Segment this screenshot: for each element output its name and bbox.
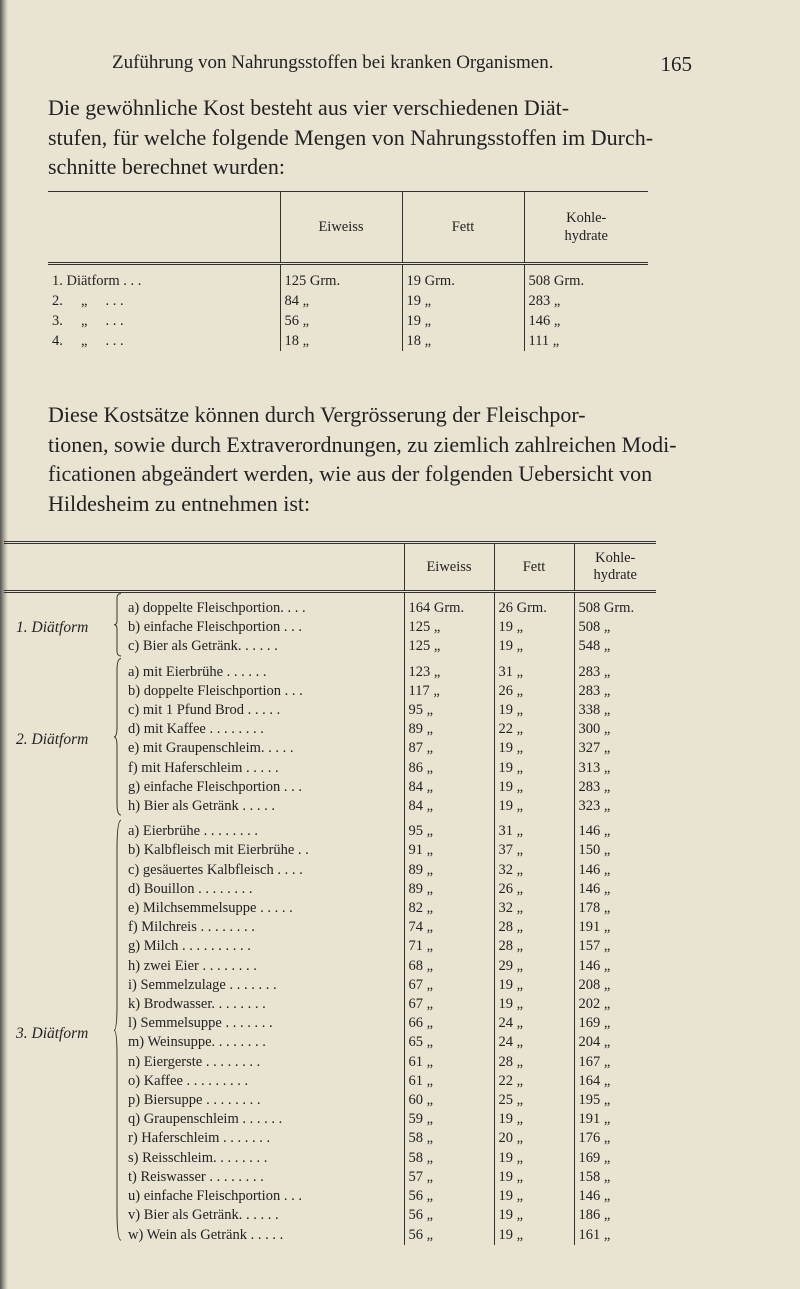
- paragraph-line: ficationen abgeändert werden, wie aus der folgenden Uebersicht von: [48, 461, 653, 486]
- cell-eiweiss: 125 Grm.: [280, 264, 402, 292]
- item-label: o) Kaffee . . . . . . . . .: [128, 1072, 249, 1089]
- item-label: h) zwei Eier . . . . . . . .: [128, 957, 257, 974]
- row-label: 4. „ . . .: [52, 332, 124, 349]
- cell-kohlehydrate: 161 „: [574, 1226, 656, 1245]
- item-label: d) Bouillon . . . . . . . .: [128, 880, 253, 897]
- cell-eiweiss: 56 „: [404, 1206, 494, 1225]
- running-head: Zuführung von Nahrungsstoffen bei kranken Organismen.: [112, 52, 554, 73]
- cell-eiweiss: 61 „: [404, 1072, 494, 1091]
- paragraph-line: schnitte berechnet wurden:: [48, 154, 286, 179]
- row-label: 3. „ . . .: [52, 312, 124, 329]
- cell-fett: 18 „: [402, 331, 524, 351]
- header-kohlehydrate: Kohle- hydrate: [574, 543, 656, 592]
- cell-eiweiss: 68 „: [404, 957, 494, 976]
- cell-eiweiss: 56 „: [280, 311, 402, 331]
- cell-eiweiss: 91 „: [404, 841, 494, 860]
- row-label: 1. Diätform . . .: [52, 272, 142, 289]
- item-label: l) Semmelsuppe . . . . . . .: [128, 1015, 273, 1032]
- intro-paragraph: [48, 93, 654, 182]
- cell-eiweiss: 74 „: [404, 918, 494, 937]
- row-label: 2. „ . . .: [52, 292, 124, 309]
- cell-kohlehydrate: 169 „: [574, 1149, 656, 1168]
- header-cell-empty: [48, 192, 280, 264]
- item-label: a) doppelte Fleischportion. . . .: [128, 600, 306, 616]
- cell-eiweiss: 125 „: [404, 618, 494, 637]
- item-label: h) Bier als Getränk . . . . .: [128, 798, 275, 815]
- cell-fett: 28 „: [494, 1053, 574, 1072]
- table-row: [48, 311, 648, 331]
- header-cell-empty: [4, 543, 124, 592]
- item-label: c) gesäuertes Kalbfleisch . . . .: [128, 861, 303, 878]
- cell-eiweiss: 164 Grm.: [404, 592, 494, 619]
- item-label: k) Brodwasser. . . . . . . .: [128, 996, 266, 1013]
- cell-fett: 31 „: [494, 657, 574, 682]
- item-label: v) Bier als Getränk. . . . . .: [128, 1207, 279, 1224]
- cell-kohlehydrate: 508 „: [574, 618, 656, 637]
- cell-eiweiss: 58 „: [404, 1129, 494, 1148]
- cell-kohlehydrate: 158 „: [574, 1168, 656, 1187]
- cell-kohlehydrate: 202 „: [574, 995, 656, 1014]
- cell-eiweiss: 65 „: [404, 1033, 494, 1052]
- brace-icon: [114, 816, 122, 1244]
- cell-fett: 19 Grm.: [402, 264, 524, 292]
- cell-eiweiss: 58 „: [404, 1149, 494, 1168]
- cell-fett: 19 „: [494, 637, 574, 656]
- item-label: t) Reiswasser . . . . . . . .: [128, 1168, 264, 1185]
- cell-kohlehydrate: 283 „: [574, 657, 656, 682]
- cell-kohlehydrate: 300 „: [574, 720, 656, 739]
- table-row: [48, 264, 648, 292]
- cell-kohlehydrate: 508 Grm.: [574, 592, 656, 619]
- header-kohlehydrate: Kohle- hydrate: [524, 192, 648, 264]
- cell-kohlehydrate: 164 „: [574, 1072, 656, 1091]
- cell-eiweiss: 89 „: [404, 720, 494, 739]
- diet-group-name: 1. Diätform: [16, 619, 89, 637]
- cell-fett: 19 „: [402, 291, 524, 311]
- cell-kohlehydrate: 283 „: [574, 682, 656, 701]
- cell-eiweiss: 57 „: [404, 1168, 494, 1187]
- cell-kohlehydrate: 146 „: [574, 816, 656, 841]
- cell-fett: 31 „: [494, 816, 574, 841]
- cell-eiweiss: 56 „: [404, 1187, 494, 1206]
- item-label: u) einfache Fleischportion . . .: [128, 1188, 302, 1205]
- cell-eiweiss: 95 „: [404, 816, 494, 841]
- cell-kohlehydrate: 208 „: [574, 976, 656, 995]
- cell-fett: 24 „: [494, 1014, 574, 1033]
- diet-group-name: 2. Diätform: [16, 730, 89, 748]
- cell-kohlehydrate: 186 „: [574, 1206, 656, 1225]
- diet-group-label: [4, 592, 124, 657]
- item-label: n) Eiergerste . . . . . . . .: [128, 1053, 261, 1070]
- cell-fett: 26 „: [494, 880, 574, 899]
- item-label: g) Milch . . . . . . . . . .: [128, 938, 251, 955]
- cell-fett: 22 „: [494, 720, 574, 739]
- table-row: [4, 816, 656, 841]
- cell-eiweiss: 84 „: [404, 797, 494, 816]
- cell-eiweiss: 117 „: [404, 682, 494, 701]
- cell-kohlehydrate: 283 „: [574, 778, 656, 797]
- header-cell-empty: [124, 543, 404, 592]
- cell-fett: 29 „: [494, 957, 574, 976]
- cell-eiweiss: 86 „: [404, 759, 494, 778]
- diet-modifications-table: [4, 541, 656, 1245]
- brace-icon: [114, 593, 122, 657]
- paragraph-line: tionen, sowie durch Extraverordnungen, zu ziemlich zahlreichen Modi-: [48, 431, 677, 457]
- item-label: e) Milchsemmelsuppe . . . . .: [128, 900, 293, 917]
- cell-kohlehydrate: 548 „: [574, 637, 656, 656]
- cell-kohlehydrate: 327 „: [574, 739, 656, 758]
- cell-fett: 24 „: [494, 1033, 574, 1052]
- cell-kohlehydrate: 176 „: [574, 1129, 656, 1148]
- item-label: c) mit 1 Pfund Brod . . . . .: [128, 702, 281, 719]
- cell-kohlehydrate: 157 „: [574, 937, 656, 956]
- item-label: b) doppelte Fleischportion . . .: [128, 682, 303, 699]
- cell-fett: 19 „: [494, 797, 574, 816]
- cell-eiweiss: 87 „: [404, 739, 494, 758]
- cell-fett: 22 „: [494, 1072, 574, 1091]
- item-label: i) Semmelzulage . . . . . . .: [128, 976, 277, 993]
- cell-fett: 19 „: [494, 618, 574, 637]
- table-row: [48, 291, 648, 311]
- cell-fett: 19 „: [494, 1110, 574, 1129]
- paragraph-line: stufen, für welche folgende Mengen von Nahrungsstoffen im Durch-: [48, 124, 654, 150]
- cell-eiweiss: 67 „: [404, 976, 494, 995]
- cell-fett: 37 „: [494, 841, 574, 860]
- cell-eiweiss: 61 „: [404, 1053, 494, 1072]
- table-row: [4, 657, 656, 682]
- cell-fett: 19 „: [494, 1149, 574, 1168]
- cell-fett: 19 „: [494, 1187, 574, 1206]
- cell-kohlehydrate: 146 „: [574, 957, 656, 976]
- cell-kohlehydrate: 111 „: [524, 331, 648, 351]
- cell-eiweiss: 89 „: [404, 861, 494, 880]
- item-label: f) Milchreis . . . . . . . .: [128, 919, 255, 936]
- cell-kohlehydrate: 283 „: [524, 291, 648, 311]
- cell-kohlehydrate: 167 „: [574, 1053, 656, 1072]
- table-header-row: [48, 192, 648, 264]
- item-label: s) Reisschleim. . . . . . . .: [128, 1149, 268, 1166]
- item-label: b) einfache Fleischportion . . .: [128, 619, 302, 636]
- cell-kohlehydrate: 313 „: [574, 759, 656, 778]
- cell-kohlehydrate: 508 Grm.: [524, 264, 648, 292]
- item-label: r) Haferschleim . . . . . . .: [128, 1130, 271, 1147]
- table-header-row: [4, 543, 656, 592]
- cell-fett: 19 „: [494, 976, 574, 995]
- cell-fett: 19 „: [494, 1226, 574, 1245]
- table-row: [48, 331, 648, 351]
- paragraph-line: Die gewöhnliche Kost besteht aus vier verschiedenen Diät-: [48, 95, 570, 120]
- item-label: e) mit Graupenschleim. . . . .: [128, 740, 294, 757]
- item-label: q) Graupenschleim . . . . . .: [128, 1111, 283, 1128]
- cell-fett: 20 „: [494, 1129, 574, 1148]
- cell-fett: 32 „: [494, 861, 574, 880]
- item-label: f) mit Haferschleim . . . . .: [128, 759, 279, 776]
- page-number: 165: [660, 52, 692, 76]
- cell-eiweiss: 95 „: [404, 701, 494, 720]
- item-label: a) mit Eierbrühe . . . . . .: [128, 663, 267, 680]
- cell-fett: 19 „: [494, 759, 574, 778]
- header-fett: Fett: [494, 543, 574, 592]
- cell-fett: 19 „: [494, 995, 574, 1014]
- item-label: m) Weinsuppe. . . . . . . .: [128, 1034, 266, 1051]
- diet-levels-table: [48, 191, 648, 351]
- cell-eiweiss: 60 „: [404, 1091, 494, 1110]
- cell-kohlehydrate: 323 „: [574, 797, 656, 816]
- item-label: b) Kalbfleisch mit Eierbrühe . .: [128, 842, 309, 859]
- cell-eiweiss: 56 „: [404, 1226, 494, 1245]
- cell-kohlehydrate: 146 „: [574, 861, 656, 880]
- cell-fett: 19 „: [494, 778, 574, 797]
- cell-kohlehydrate: 191 „: [574, 1110, 656, 1129]
- cell-kohlehydrate: 150 „: [574, 841, 656, 860]
- header-fett: Fett: [402, 192, 524, 264]
- cell-fett: 19 „: [494, 1206, 574, 1225]
- cell-fett: 19 „: [494, 1168, 574, 1187]
- page-header: [112, 52, 692, 82]
- cell-eiweiss: 59 „: [404, 1110, 494, 1129]
- paragraph-line: Diese Kostsätze können durch Vergrösserung der Fleischpor-: [48, 402, 586, 427]
- cell-eiweiss: 123 „: [404, 657, 494, 682]
- cell-eiweiss: 89 „: [404, 880, 494, 899]
- diet-group-label: [4, 657, 124, 817]
- cell-kohlehydrate: 169 „: [574, 1014, 656, 1033]
- table-row: [4, 592, 656, 619]
- header-eiweiss: Eiweiss: [404, 543, 494, 592]
- diet-group-label: [4, 816, 124, 1244]
- cell-kohlehydrate: 338 „: [574, 701, 656, 720]
- paragraph-line: Hildesheim zu entnehmen ist:: [48, 490, 311, 516]
- cell-fett: 26 Grm.: [494, 592, 574, 619]
- cell-fett: 28 „: [494, 937, 574, 956]
- cell-fett: 19 „: [494, 739, 574, 758]
- cell-eiweiss: 71 „: [404, 937, 494, 956]
- cell-fett: 19 „: [494, 701, 574, 720]
- brace-icon: [114, 657, 122, 817]
- cell-kohlehydrate: 204 „: [574, 1033, 656, 1052]
- item-label: d) mit Kaffee . . . . . . . .: [128, 721, 264, 738]
- cell-kohlehydrate: 146 „: [574, 880, 656, 899]
- cell-kohlehydrate: 191 „: [574, 918, 656, 937]
- item-label: g) einfache Fleischportion . . .: [128, 778, 302, 795]
- item-label: p) Biersuppe . . . . . . . .: [128, 1092, 261, 1109]
- cell-kohlehydrate: 146 „: [574, 1187, 656, 1206]
- cell-kohlehydrate: 178 „: [574, 899, 656, 918]
- cell-fett: 25 „: [494, 1091, 574, 1110]
- cell-fett: 28 „: [494, 918, 574, 937]
- item-label: w) Wein als Getränk . . . . .: [128, 1226, 284, 1243]
- cell-kohlehydrate: 195 „: [574, 1091, 656, 1110]
- cell-eiweiss: 84 „: [404, 778, 494, 797]
- cell-eiweiss: 125 „: [404, 637, 494, 656]
- cell-kohlehydrate: 146 „: [524, 311, 648, 331]
- cell-eiweiss: 67 „: [404, 995, 494, 1014]
- item-label: c) Bier als Getränk. . . . . .: [128, 638, 278, 655]
- cell-eiweiss: 18 „: [280, 331, 402, 351]
- diet-group-name: 3. Diätform: [16, 1024, 89, 1042]
- item-label: a) Eierbrühe . . . . . . . .: [128, 823, 259, 840]
- cell-eiweiss: 82 „: [404, 899, 494, 918]
- cell-fett: 19 „: [402, 311, 524, 331]
- second-paragraph: [48, 400, 677, 518]
- cell-eiweiss: 84 „: [280, 291, 402, 311]
- header-eiweiss: Eiweiss: [280, 192, 402, 264]
- cell-eiweiss: 66 „: [404, 1014, 494, 1033]
- cell-fett: 32 „: [494, 899, 574, 918]
- cell-fett: 26 „: [494, 682, 574, 701]
